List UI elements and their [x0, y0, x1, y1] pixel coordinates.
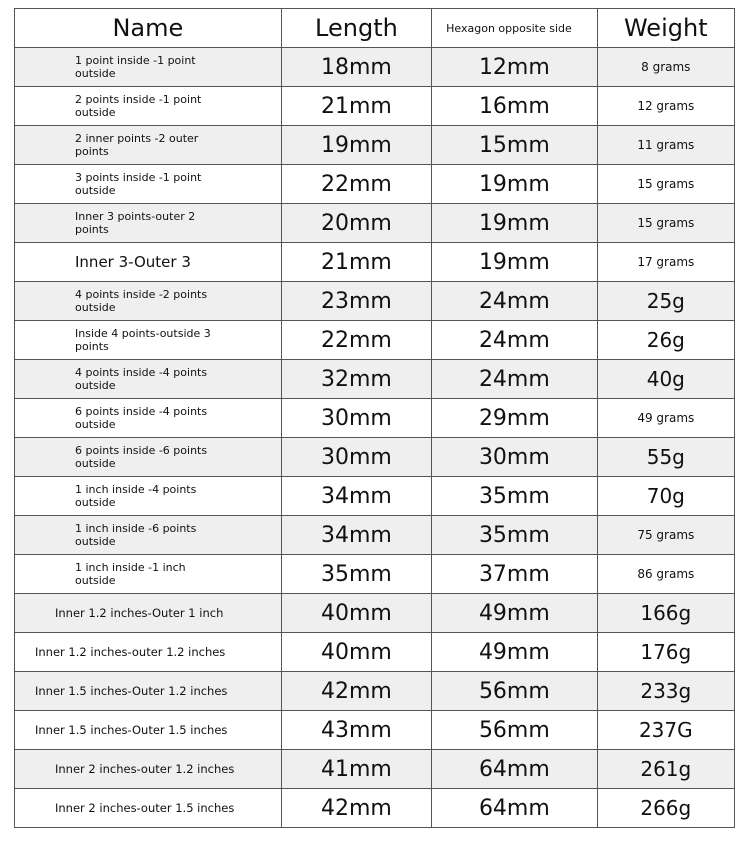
- length-cell: 18mm: [281, 48, 431, 87]
- table-row: [15, 711, 735, 750]
- hex-cell: 35mm: [432, 477, 597, 516]
- length-cell: 42mm: [281, 672, 431, 711]
- table-row: [15, 633, 735, 672]
- weight-cell: 17 grams: [597, 243, 734, 282]
- hex-cell: 29mm: [432, 399, 597, 438]
- hex-cell: 19mm: [432, 204, 597, 243]
- length-cell: 30mm: [281, 399, 431, 438]
- weight-cell: 237G: [597, 711, 734, 750]
- hex-cell: 49mm: [432, 633, 597, 672]
- hex-cell: 24mm: [432, 321, 597, 360]
- name-cell: Inner 1.2 inches-Outer 1 inch: [15, 594, 282, 633]
- length-cell: 21mm: [281, 87, 431, 126]
- weight-cell: 12 grams: [597, 87, 734, 126]
- hex-cell: 19mm: [432, 165, 597, 204]
- length-cell: 41mm: [281, 750, 431, 789]
- table-row: [15, 282, 735, 321]
- name-cell: 3 points inside -1 point outside: [15, 165, 282, 204]
- name-cell: 1 inch inside -4 points outside: [15, 477, 282, 516]
- table-row: [15, 165, 735, 204]
- name-cell: Inner 2 inches-outer 1.5 inches: [15, 789, 282, 828]
- table-row: [15, 87, 735, 126]
- weight-cell: 233g: [597, 672, 734, 711]
- table-row: [15, 438, 735, 477]
- hex-cell: 19mm: [432, 243, 597, 282]
- table-row: [15, 126, 735, 165]
- name-cell: Inner 3 points-outer 2 points: [15, 204, 282, 243]
- table-row: [15, 243, 735, 282]
- length-cell: 19mm: [281, 126, 431, 165]
- weight-cell: 75 grams: [597, 516, 734, 555]
- table-row: [15, 321, 735, 360]
- weight-cell: 25g: [597, 282, 734, 321]
- name-cell: Inner 1.5 inches-Outer 1.5 inches: [15, 711, 282, 750]
- weight-cell: 11 grams: [597, 126, 734, 165]
- length-cell: 40mm: [281, 594, 431, 633]
- weight-cell: 70g: [597, 477, 734, 516]
- name-cell: 6 points inside -6 points outside: [15, 438, 282, 477]
- name-cell: 1 point inside -1 point outside: [15, 48, 282, 87]
- header-row: [15, 9, 735, 48]
- hex-cell: 24mm: [432, 360, 597, 399]
- length-cell: 22mm: [281, 321, 431, 360]
- weight-cell: 261g: [597, 750, 734, 789]
- weight-cell: 8 grams: [597, 48, 734, 87]
- hex-cell: 56mm: [432, 672, 597, 711]
- hex-cell: 15mm: [432, 126, 597, 165]
- name-cell: 1 inch inside -6 points outside: [15, 516, 282, 555]
- length-cell: 21mm: [281, 243, 431, 282]
- weight-cell: 166g: [597, 594, 734, 633]
- weight-cell: 86 grams: [597, 555, 734, 594]
- length-cell: 32mm: [281, 360, 431, 399]
- name-cell: 4 points inside -4 points outside: [15, 360, 282, 399]
- name-cell: 4 points inside -2 points outside: [15, 282, 282, 321]
- weight-cell: 266g: [597, 789, 734, 828]
- table-row: [15, 750, 735, 789]
- weight-cell: 40g: [597, 360, 734, 399]
- hex-cell: 49mm: [432, 594, 597, 633]
- name-cell: 2 points inside -1 point outside: [15, 87, 282, 126]
- name-cell: 6 points inside -4 points outside: [15, 399, 282, 438]
- table-row: [15, 789, 735, 828]
- name-cell: 1 inch inside -1 inch outside: [15, 555, 282, 594]
- name-cell: 2 inner points -2 outer points: [15, 126, 282, 165]
- length-cell: 40mm: [281, 633, 431, 672]
- name-cell: Inner 2 inches-outer 1.2 inches: [15, 750, 282, 789]
- table-row: [15, 360, 735, 399]
- name-cell: Inner 3-Outer 3: [15, 243, 282, 282]
- length-cell: 20mm: [281, 204, 431, 243]
- hex-cell: 64mm: [432, 789, 597, 828]
- table-row: [15, 516, 735, 555]
- weight-cell: 15 grams: [597, 204, 734, 243]
- table-row: [15, 555, 735, 594]
- length-cell: 35mm: [281, 555, 431, 594]
- spec-table: [14, 8, 735, 828]
- name-cell: Inner 1.2 inches-outer 1.2 inches: [15, 633, 282, 672]
- weight-cell: 26g: [597, 321, 734, 360]
- table-row: [15, 204, 735, 243]
- table-row: [15, 399, 735, 438]
- length-cell: 43mm: [281, 711, 431, 750]
- hex-cell: 64mm: [432, 750, 597, 789]
- name-cell: Inner 1.5 inches-Outer 1.2 inches: [15, 672, 282, 711]
- hex-cell: 35mm: [432, 516, 597, 555]
- weight-cell: 176g: [597, 633, 734, 672]
- hex-cell: 30mm: [432, 438, 597, 477]
- hex-cell: 56mm: [432, 711, 597, 750]
- length-cell: 34mm: [281, 477, 431, 516]
- header-hexagon-opposite-side: Hexagon opposite side: [432, 9, 597, 48]
- table-row: [15, 48, 735, 87]
- header-name: Name: [15, 9, 282, 48]
- table-row: [15, 477, 735, 516]
- length-cell: 23mm: [281, 282, 431, 321]
- weight-cell: 49 grams: [597, 399, 734, 438]
- hex-cell: 12mm: [432, 48, 597, 87]
- length-cell: 34mm: [281, 516, 431, 555]
- hex-cell: 24mm: [432, 282, 597, 321]
- name-cell: Inside 4 points-outside 3 points: [15, 321, 282, 360]
- header-weight: Weight: [597, 9, 734, 48]
- length-cell: 42mm: [281, 789, 431, 828]
- weight-cell: 55g: [597, 438, 734, 477]
- hex-cell: 37mm: [432, 555, 597, 594]
- length-cell: 22mm: [281, 165, 431, 204]
- weight-cell: 15 grams: [597, 165, 734, 204]
- table-row: [15, 594, 735, 633]
- length-cell: 30mm: [281, 438, 431, 477]
- header-length: Length: [281, 9, 431, 48]
- hex-cell: 16mm: [432, 87, 597, 126]
- table-row: [15, 672, 735, 711]
